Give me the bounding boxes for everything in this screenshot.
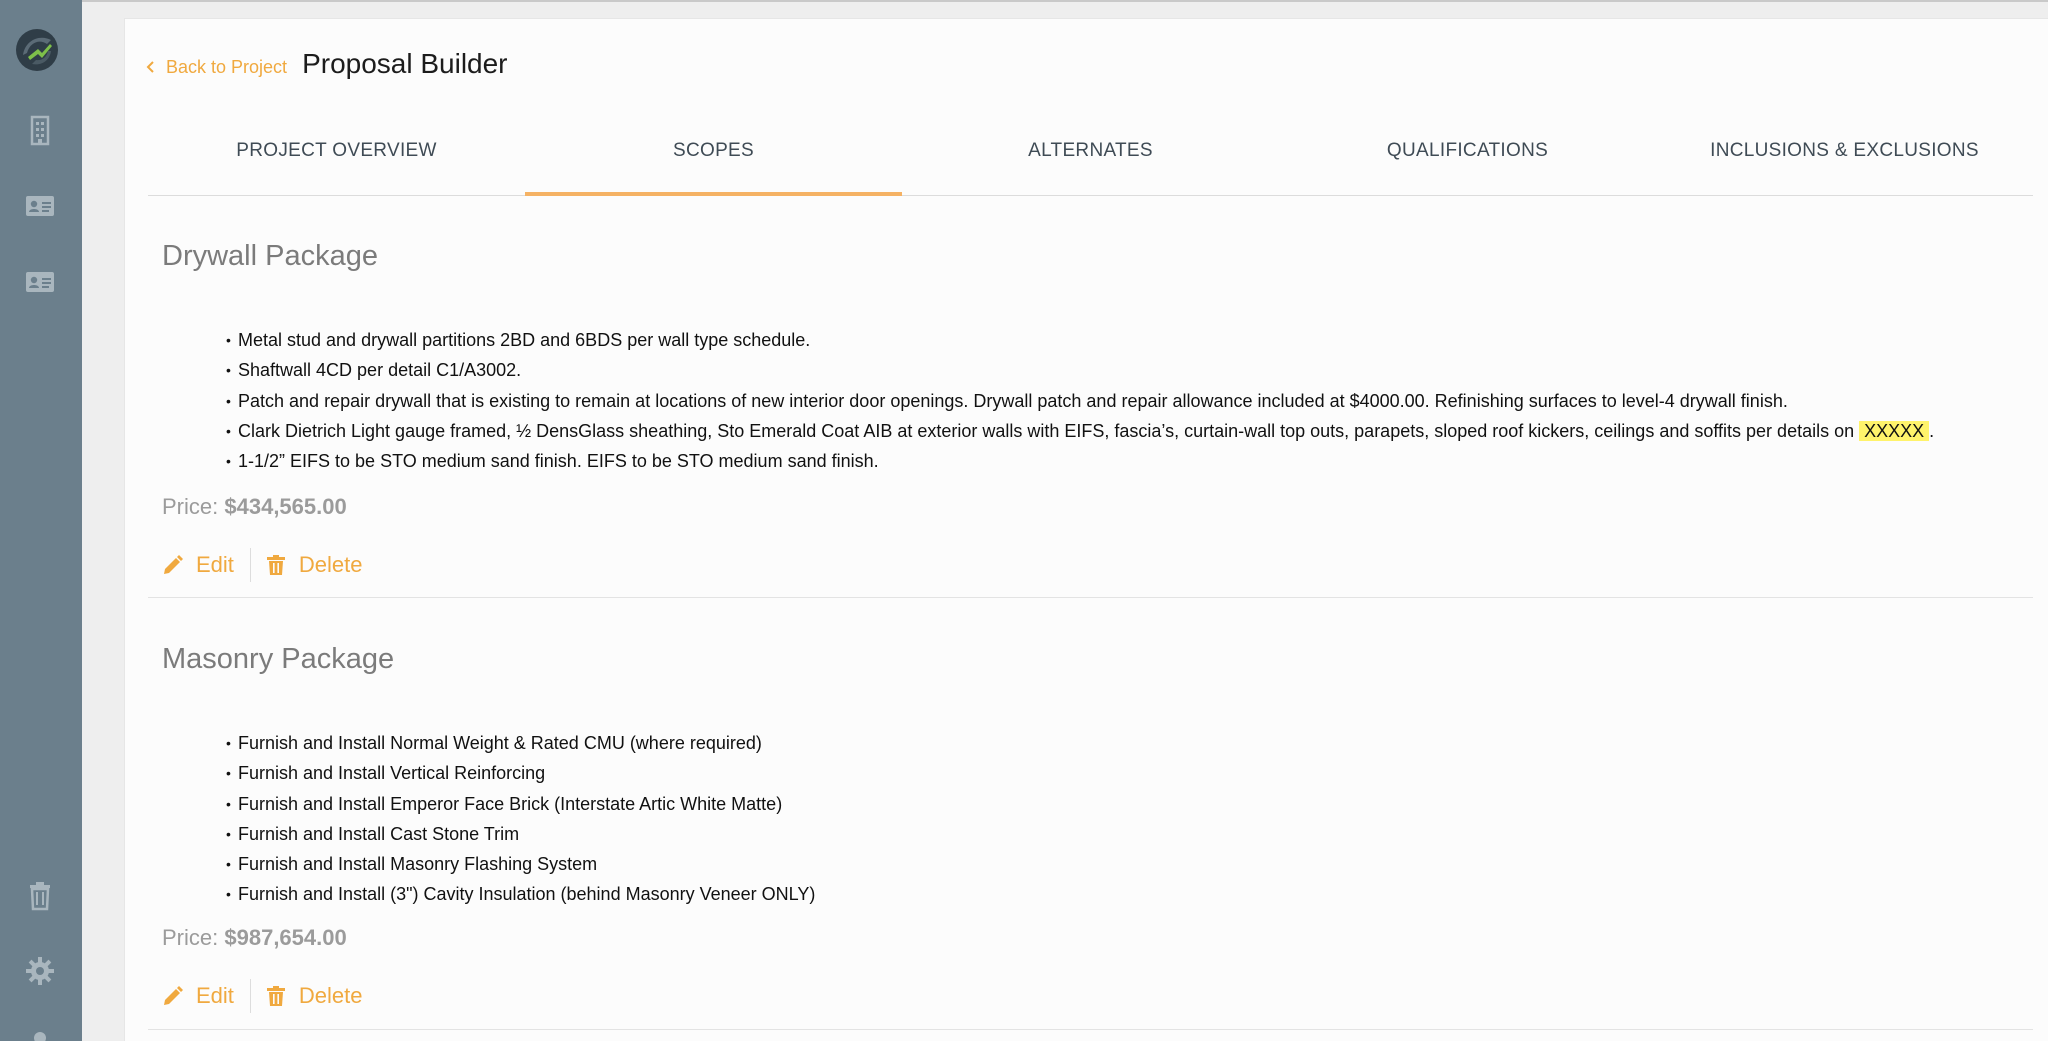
tab-alternates[interactable]: ALTERNATES <box>1028 140 1153 161</box>
scope-package-masonry <box>148 598 2033 1030</box>
edit-button[interactable]: Edit <box>162 983 234 1009</box>
list-item: • Clark Dietrich Light gauge framed, ½ DensGlass sheathing, Sto Emerald Coat AIB at exterior walls with EIFS, fascia’s, curtain-wall top outs, parapets, sloped roof kickers, ceilings and soffits per details on XXXXX . <box>226 420 1935 441</box>
trash-icon <box>265 985 287 1007</box>
list-item: • Shaftwall 4CD per detail C1/A3002. <box>226 360 522 381</box>
tab-inclusions-exclusions[interactable]: INCLUSIONS & EXCLUSIONS <box>1710 140 1979 161</box>
sidebar <box>0 0 82 1041</box>
contact-card-icon[interactable] <box>22 188 58 224</box>
page-header <box>146 44 508 84</box>
price-label: Price: <box>162 494 219 519</box>
list-item: • Furnish and Install Masonry Flashing System <box>226 854 598 875</box>
page-title: Proposal Builder <box>302 48 508 79</box>
trash-icon <box>265 554 287 576</box>
delete-button[interactable]: Delete <box>265 552 363 578</box>
action-divider <box>250 548 251 582</box>
highlighted-placeholder: XXXXX <box>1859 421 1929 441</box>
logo-icon[interactable] <box>14 27 60 73</box>
back-to-project-link[interactable] <box>146 57 287 78</box>
tab-project-overview[interactable]: PROJECT OVERVIEW <box>236 140 437 161</box>
list-item: • Patch and repair drywall that is existing to remain at locations of new interior door openings. Drywall patch and repair allowance included at $4000.00. Refinishing surfaces to level-4 drywall finish. <box>226 390 1788 411</box>
list-item: • Furnish and Install Emperor Face Brick (Interstate Artic White Matte) <box>226 793 783 814</box>
package-actions <box>162 979 363 1013</box>
package-price <box>162 494 347 520</box>
building-icon[interactable] <box>22 112 58 148</box>
pencil-icon <box>162 985 184 1007</box>
scope-items-list <box>226 326 1934 477</box>
price-amount: $987,654.00 <box>224 925 347 950</box>
package-price <box>162 925 347 951</box>
list-item: • Furnish and Install Cast Stone Trim <box>226 823 520 844</box>
package-title: Drywall Package <box>162 240 378 272</box>
tab-qualifications[interactable]: QUALIFICATIONS <box>1386 140 1549 161</box>
package-title: Masonry Package <box>162 643 395 675</box>
package-actions <box>162 548 363 582</box>
list-item: • 1-1/2” EIFS to be STO medium sand finish. EIFS to be STO medium sand finish. <box>226 451 879 472</box>
user-icon[interactable] <box>22 1026 58 1041</box>
scope-items-list <box>226 729 815 911</box>
tab-bar <box>148 122 2033 196</box>
list-item: • Metal stud and drywall partitions 2BD and 6BDS per wall type schedule. <box>226 330 811 350</box>
contact-card-icon[interactable] <box>22 264 58 300</box>
trash-icon[interactable] <box>22 877 58 913</box>
window-top-border <box>0 0 2048 2</box>
list-item: • Furnish and Install (3") Cavity Insulation (behind Masonry Veneer ONLY) <box>226 884 816 905</box>
list-item: • Furnish and Install Normal Weight & Rated CMU (where required) <box>226 733 762 753</box>
price-amount: $434,565.00 <box>224 494 347 519</box>
gear-icon[interactable] <box>22 953 58 989</box>
pencil-icon <box>162 554 184 576</box>
price-label: Price: <box>162 925 219 950</box>
action-divider <box>250 979 251 1013</box>
edit-button[interactable]: Edit <box>162 552 234 578</box>
delete-button[interactable]: Delete <box>265 983 363 1009</box>
list-item: • Furnish and Install Vertical Reinforcing <box>226 763 546 784</box>
chevron-left-icon <box>146 61 156 73</box>
tab-scopes[interactable]: SCOPES <box>525 122 902 195</box>
scope-package-drywall <box>148 196 2033 598</box>
back-link-label: Back to Project <box>166 56 288 77</box>
